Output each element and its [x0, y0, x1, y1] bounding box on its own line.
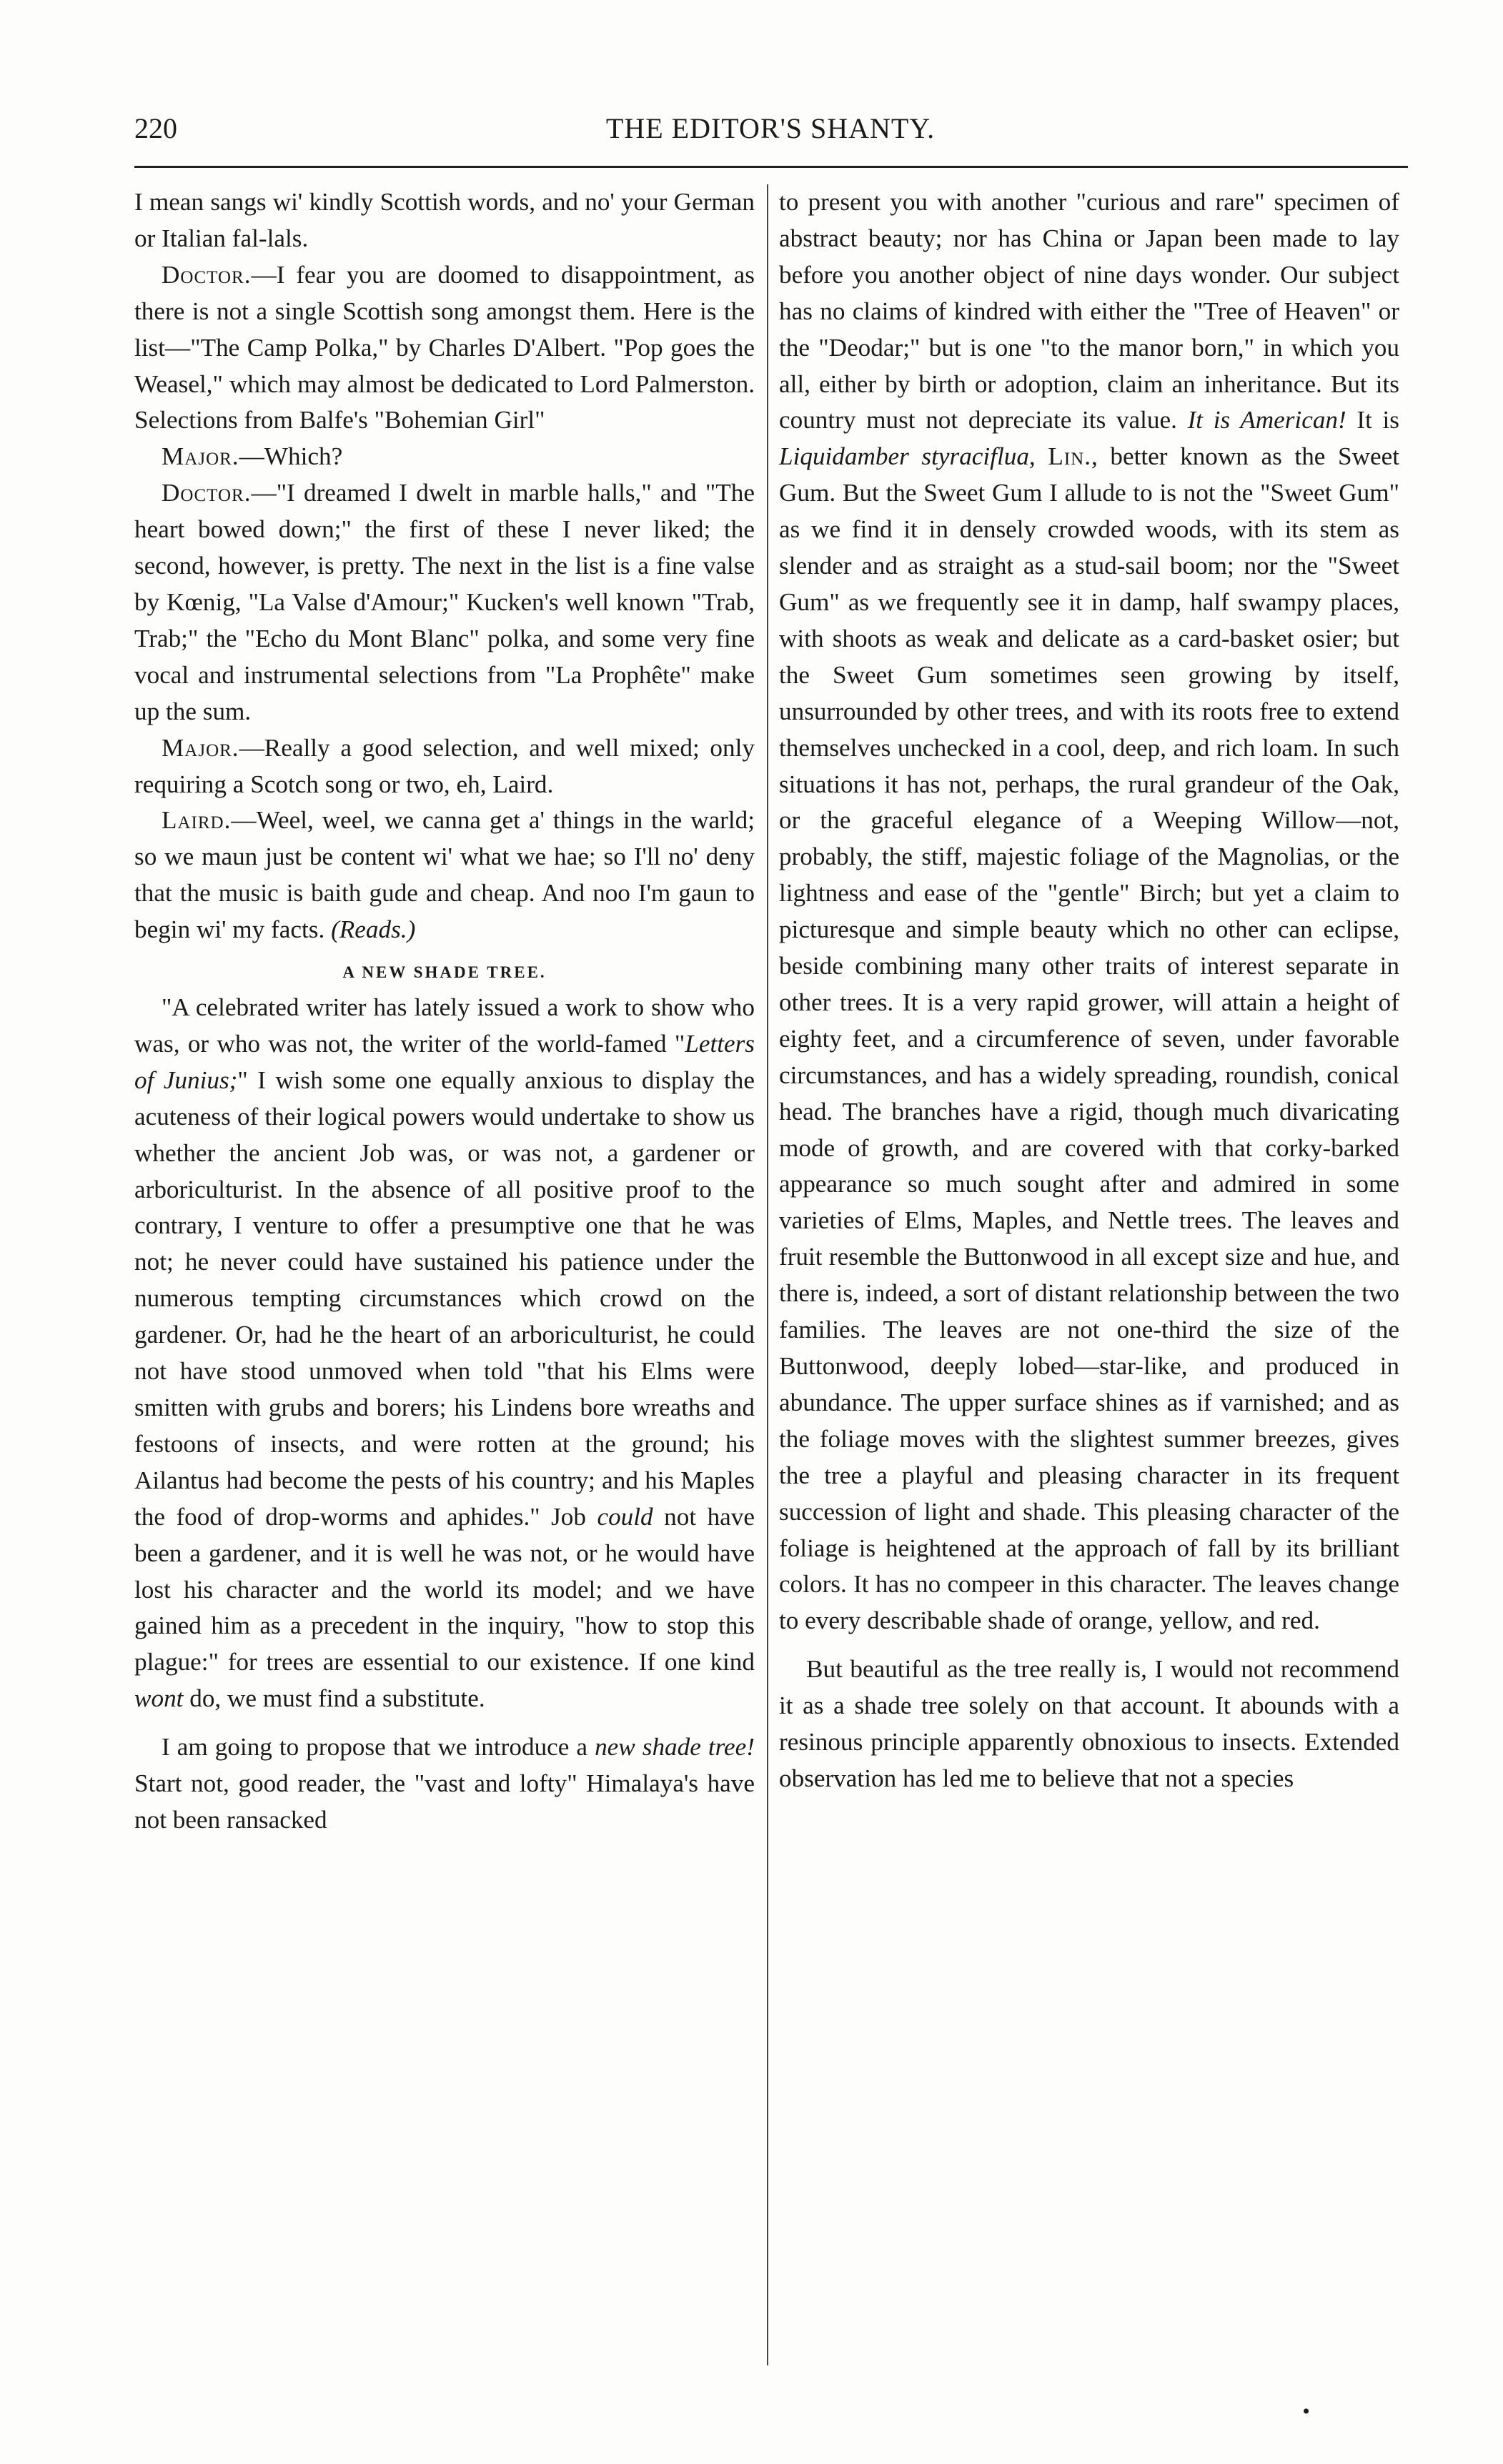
speaker-name: Laird.	[162, 806, 232, 835]
text-run: do, we must find a substitute.	[183, 1684, 485, 1713]
page-header	[134, 107, 1407, 157]
dialogue-paragraph	[134, 257, 755, 439]
column-divider	[767, 184, 768, 2365]
emphasis: It is American!	[1187, 406, 1346, 434]
article-paragraph	[134, 990, 755, 1717]
emphasis: new shade tree!	[595, 1733, 755, 1762]
text-run: , better known as the Sweet Gum. But the Sweet Gum I allude to is not the "Sweet Gum" as we find it in densely crowded woods, with its stem as slender and as straight as a stud-sail boom; nor the "Sweet Gum" as we frequently see it in damp, half swampy places, with shoots as weak and delicate as a card-basket osier; but the Sweet Gum sometimes seen growing by itself, unsurrounded by other trees, and with its roots free to extend themselves unchecked in a cool, deep, and rich loam. In such situations it has not, perhaps, the rural grandeur of the Oak, or the graceful elegance of a Weeping Willow—not, probably, the stiff, majestic foliage of the Magnolias, or the lightness and ease of the "gentle" Birch; but yet a claim to picturesque and simple beauty which no other can eclipse, beside combining many other traits of interest separate in other trees. It is a very rapid grower, will attain a height of eighty feet, and a circumference of seven, under favorable circumstances, and has a widely spreading, roundish, conical head. The branches have a rigid, though much divaricating mode of growth, and are covered with that corky-barked appearance so much sought after and admired in some varieties of Elms, Maples, and Nettle trees. The leaves and fruit resemble the Buttonwood in all except size and hue, and there is, indeed, a sort of distant relationship between the two families. The leaves are not one-third the size of the Buttonwood, deeply lobed—star-like, and produced in abundance. The upper surface shines as if varnished; and as the foliage moves with the slightest summer breezes, gives the tree a playful and pleasing character in its frequent succession of light and shade. This pleasing character of the foliage is heightened at the approach of fall by its brilliant colors. It has no compeer in this character. The leaves change to every describable shade of orange, yellow, and red.	[779, 442, 1400, 1635]
author-abbreviation: Lin.	[1048, 442, 1092, 471]
dialogue-paragraph	[134, 730, 755, 803]
text-run: It is	[1346, 406, 1399, 434]
speaker-name: Major.	[162, 442, 239, 471]
dialogue-text: —I fear you are doomed to disappointment, as there is not a single Scottish song amongst them. Here is the list—"The Camp Polka," by Charles D'Albert. "Pop goes the Weasel," which may almost be dedicated to Lord Palmerston. Selections from Balfe's "Bohemian Girl"	[134, 260, 755, 434]
paragraph: I mean sangs wi' kindly Scottish words, and no' your German or Italian fal-lals.	[134, 188, 755, 252]
text-run: Start not, good reader, the "vast and lofty" Himalaya's have not been ransacked	[134, 1769, 755, 1834]
text-run: "A celebrated writer has lately issued a work to show who was, or who was not, the writer of the world-famed "	[134, 993, 755, 1058]
dialogue-text: —Weel, weel, we canna get a' things in the warld; so we maun just be content wi' what we hae; so I'll no' deny that the music is baith gude and cheap. And noo I'm gaun to begin wi' my facts.	[134, 806, 755, 944]
left-column	[134, 184, 755, 1839]
text-run: " I wish some one equally anxious to display the acuteness of their logical powers would undertake to show us whether the ancient Job was, or was not, a gardener or arboriculturist. In the absence of all positive proof to the contrary, I venture to offer a presumptive one that he was not; he never could have sustained his patience under the numerous tempting circumstances which crowd on the gardener. Or, had he the heart of an arboriculturist, he could not have stood unmoved when told "that his Elms were smitten with grubs and borers; his Lindens bore wreaths and festoons of insects, and were rotten at the ground; his Ailantus had become the pests of his country; and his Maples the food of drop-worms and aphides." Job	[134, 1065, 755, 1531]
text-run: not have been a gardener, and it is well he was not, or he would have lost his character and the world its model; and we have gained him as a precedent in the inquiry, "how to stop this plague:" for trees are essential to our existence. If one kind	[134, 1502, 755, 1676]
article-paragraph: But beautiful as the tree really is, I would not recommend it as a shade tree solely on that account. It abounds with a resinous principle apparently obnoxious to insects. Extended observation has led me to believe that not a species	[779, 1655, 1399, 1792]
printer-mark: •	[1302, 2400, 1310, 2423]
section-heading: A NEW SHADE TREE.	[342, 963, 547, 982]
page-number: 220	[134, 112, 177, 144]
dialogue-paragraph	[134, 475, 755, 730]
speaker-name: Doctor.	[162, 479, 252, 507]
article-paragraph	[134, 1729, 755, 1839]
header-rule	[134, 166, 1408, 168]
dialogue-paragraph	[134, 439, 755, 475]
text-run: to present you with another "curious and rare" specimen of abstract beauty; nor has China or Japan been made to lay before you another object of nine days wonder. Our subject has no claims of kindred with either the "Tree of Heaven" or the "Deodar;" but is one "to the manor born," in which you all, either by birth or adoption, claim an inheritance. But its country must not depreciate its value.	[779, 188, 1399, 434]
dialogue-text: —Which?	[239, 442, 343, 471]
emphasis: wont	[134, 1684, 184, 1713]
text-run: I am going to propose that we introduce a	[162, 1733, 595, 1762]
running-title: THE EDITOR'S SHANTY.	[605, 112, 936, 144]
speaker-name: Major.	[162, 733, 239, 762]
speaker-name: Doctor.	[162, 260, 252, 289]
book-title: Letters of Junius;	[134, 1029, 755, 1094]
dialogue-paragraph	[134, 803, 755, 948]
right-column	[779, 184, 1399, 1797]
botanical-name: Liquidamber styraciflua,	[779, 442, 1036, 471]
article-paragraph	[779, 184, 1399, 1639]
stage-direction: (Reads.)	[331, 915, 416, 944]
dialogue-text: —Really a good selection, and well mixed; only requiring a Scotch song or two, eh, Laird.	[134, 733, 755, 798]
emphasis: could	[597, 1502, 653, 1531]
dialogue-text: —"I dreamed I dwelt in marble halls," and "The heart bowed down;" the first of these I never liked; the second, however, is pretty. The next in the list is a fine valse by Kœnig, "La Valse d'Amour;" Kucken's well known "Trab, Trab;" the "Echo du Mont Blanc" polka, and some very fine vocal and instrumental selections from "La Prophête" make up the sum.	[134, 479, 755, 725]
